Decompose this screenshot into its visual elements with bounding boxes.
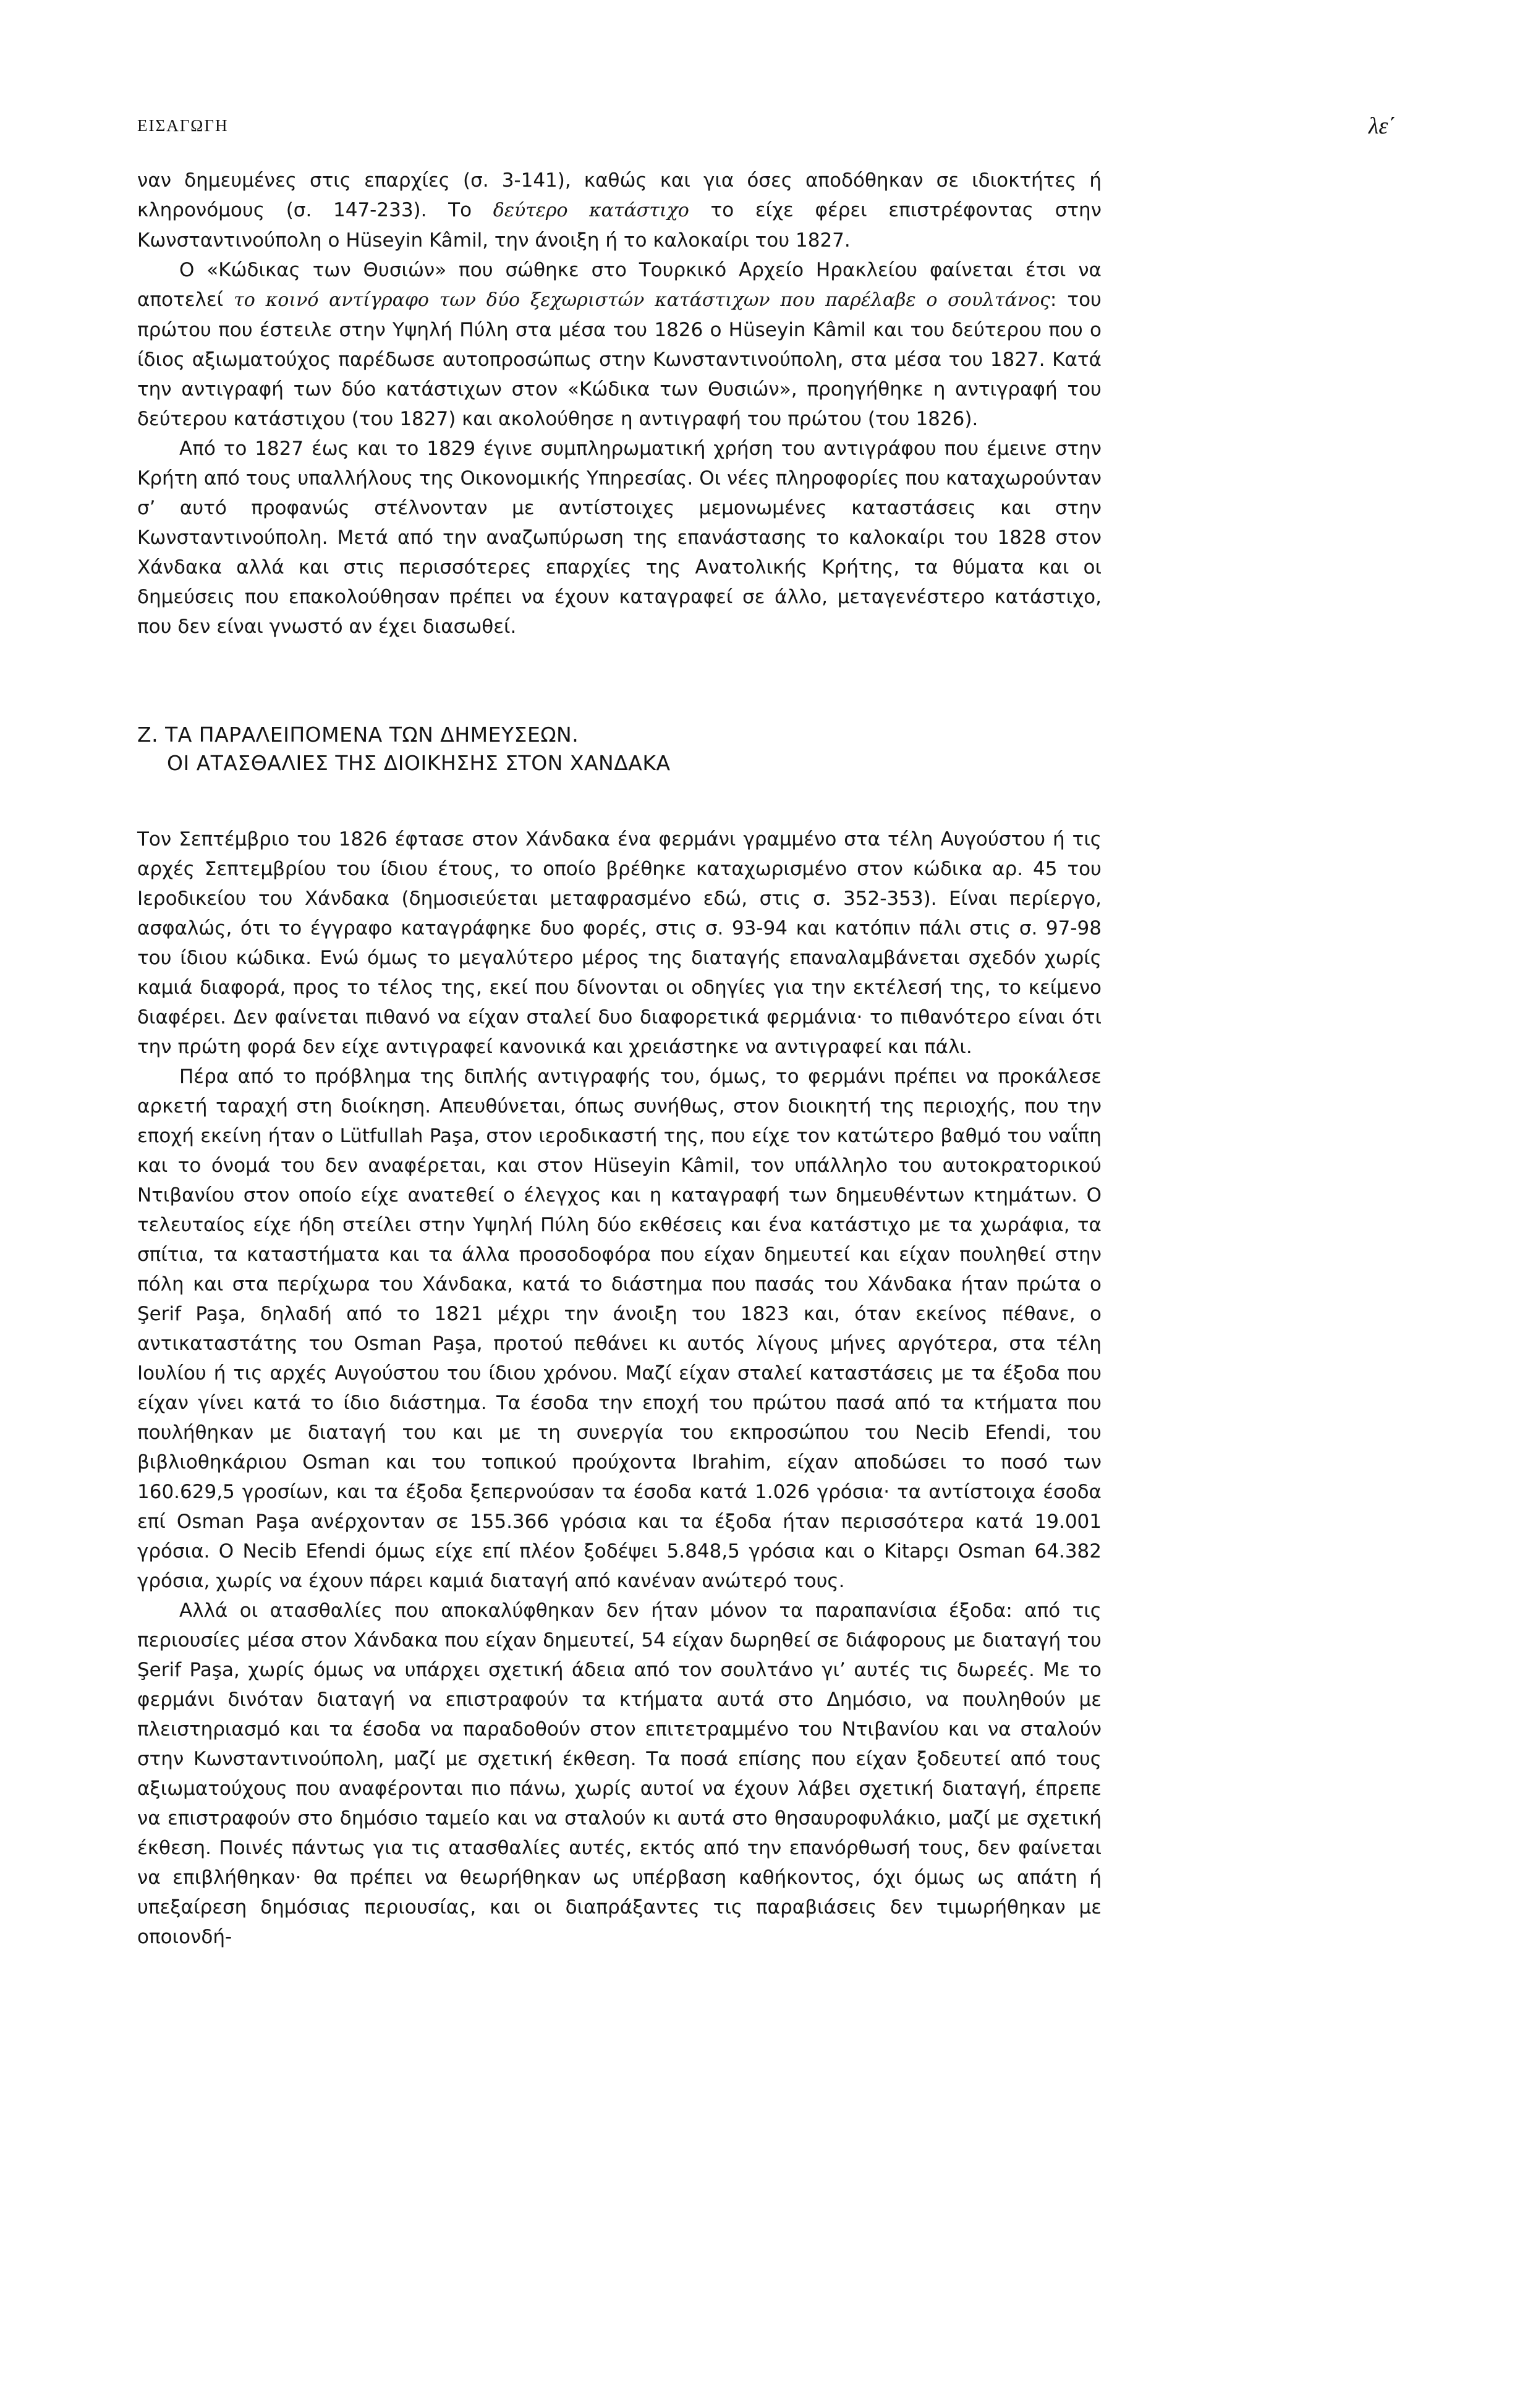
text-run: το είχε φέρει επιστρέφοντας στην Κωνσταντινούπολη ο Hüseyin Kâmil, την άνοιξη ή το καλοκαίρι του 1827. [137,199,1102,252]
paragraph [137,1062,1102,1596]
text-run: Πέρα από το πρόβλημα της διπλής αντιγραφής του, όμως, το φερμάνι πρέπει να προκάλεσε αρκετή ταραχή στη διοίκηση. Απευθύνεται, όπως συνήθως, στον διοικητή της περιοχής, που την εποχή εκείνη ήταν ο Lütfullah Paşa, στον ιεροδικαστή της, που είχε τον κατώτερο βαθμό του ναΐπη και το όνομά του δεν αναφέρεται, και στον Hüseyin Kâmil, τον υπάλληλο του αυτοκρατορικού Ντιβανίου στον οποίο είχε ανατεθεί ο έλεγχος και η καταγραφή των δημευθέντων κτημάτων. Ο τελευταίος είχε ήδη στείλει στην Υψηλή Πύλη δύο εκθέσεις και ένα κατάστιχο με τα χωράφια, τα σπίτια, τα καταστήματα και τα άλλα προσοδοφόρα που είχαν δημευτεί και είχαν πουληθεί στην πόλη και στα περίχωρα του Χάνδακα, κατά το διάστημα που πασάς του Χάνδακα ήταν πρώτα ο Şerif Paşa, δηλαδή από το 1821 μέχρι την άνοιξη του 1823 και, όταν εκείνος πέθανε, ο αντικαταστάτης του Osman Paşa, προτού πεθάνει κι αυτός λίγους μήνες αργότερα, στα τέλη Ιουλίου ή τις αρχές Αυγούστου του ίδιου χρόνου. Μαζί είχαν σταλεί καταστάσεις με τα έξοδα που είχαν γίνει κατά το ίδιο διάστημα. Τα έσοδα την εποχή του πρώτου πασά από τα κτήματα που πουλήθηκαν με διαταγή του και με τη συνεργία του εκπροσώπου του Necib Efendi, του βιβλιοθηκάριου Osman και του τοπικού προύχοντα Ibrahim, είχαν αποδώσει το ποσό των 160.629,5 γροσίων, και τα έξοδα ξεπερνούσαν τα έσοδα κατά 1.026 γρόσια· τα αντίστοιχα έσοδα επί Osman Paşa ανέρχονταν σε 155.366 γρόσια και τα έξοδα ήταν περισσότερα κατά 19.001 γρόσια. Ο Necib Efendi όμως είχε επί πλέον ξοδέψει 5.848,5 γρόσια και ο Kitapçı Osman 64.382 γρόσια, χωρίς να έχουν πάρει καμιά διαταγή από κανέναν ανώτερό τους. [137,1066,1102,1592]
paragraph [137,255,1102,434]
paragraph [137,434,1102,642]
top-paragraphs [137,166,1102,642]
text-run: ναν δημευμένες στις επαρχίες (σ. 3-141), καθώς και για όσες αποδόθηκαν σε ιδιοκτήτες ή κληρονόμους (σ. 147-233). Το [137,169,1102,221]
paragraph [137,166,1102,255]
text-run: Από το 1827 έως και το 1829 έγινε συμπληρωματική χρήση του αντιγράφου που έμεινε στην Κρήτη από τους υπαλλήλους της Οικονομικής Υπηρεσίας. Οι νέες πληροφορίες που καταχωρούνταν σ’ αυτό προφανώς στέλνονταν με αντίστοιχες μεμονωμένες καταστάσεις και στην Κωνσταντινούπολη. Μετά από την αναζωπύρωση της επανάστασης το καλοκαίρι του 1828 στον Χάνδακα αλλά και στις περισσότερες επαρχίες της Ανατολικής Κρήτης, τα θύματα και οι δημεύσεις που επακολούθησαν πρέπει να έχουν καταγραφεί σε άλλο, μεταγενέστερο κατάστιχο, που δεν είναι γνωστό αν έχει διασωθεί. [137,438,1102,638]
section-heading-line-1: Ζ. ΤΑ ΠΑΡΑΛΕΙΠΟΜΕΝΑ ΤΩΝ ΔΗΜΕΥΣΕΩΝ. [137,723,579,747]
section-heading [137,721,1102,778]
body-text [137,166,1102,1952]
running-head-section: ΕΙΣΑΓΩΓΗ [137,116,229,135]
section-paragraphs [137,825,1102,1952]
italic-text-run: το κοινό αντίγραφο των δύο ξεχωριστών κατάστιχων που παρέλαβε ο σουλτάνος [234,289,1050,311]
running-head [137,112,1396,143]
paragraph [137,825,1102,1062]
italic-text-run: δεύτερο κατάστιχο [493,200,689,221]
paragraph [137,1596,1102,1952]
text-run: : του πρώτου που έστειλε στην Υψηλή Πύλη στα μέσα του 1826 ο Hüseyin Kâmil και του δεύτερου που ο ίδιος αξιωματούχος παρέδωσε αυτοπροσώπως στην Κωνσταντινούπολη, στα μέσα του 1827. Κατά την αντιγραφή των δύο κατάστιχων στον «Κώδικα των Θυσιών», προηγήθηκε η αντιγραφή του δεύτερου κατάστιχου (του 1827) και ακολούθησε η αντιγραφή του πρώτου (του 1826). [137,289,1102,430]
section-heading-line-2: ΟΙ ΑΤΑΣΘΑΛΙΕΣ ΤΗΣ ΔΙΟΙΚΗΣΗΣ ΣΤΟΝ ΧΑΝΔΑΚΑ [167,751,671,775]
text-run: Ο «Κώδικας των Θυσιών» που σώθηκε στο Τουρκικό Αρχείο Ηρακλείου φαίνεται έτσι να αποτελεί [137,259,1102,311]
page-number: λε΄ [1368,113,1396,139]
text-run: Αλλά οι ατασθαλίες που αποκαλύφθηκαν δεν ήταν μόνον τα παραπανίσια έξοδα: από τις περιουσίες μέσα στον Χάνδακα που είχαν δημευτεί, 54 είχαν δωρηθεί σε διάφορους με διαταγή του Şerif Paşa, χωρίς όμως να υπάρχει σχετική άδεια από τον σουλτάνο γι’ αυτές τις δωρεές. Με το φερμάνι δινόταν διαταγή να επιστραφούν τα κτήματα αυτά στο Δημόσιο, να πουληθούν με πλειστηριασμό και τα έσοδα να παραδοθούν στον επιτετραμμένο του Ντιβανίου και να σταλούν στην Κωνσταντινούπολη, μαζί με σχετική έκθεση. Τα ποσά επίσης που είχαν ξοδευτεί από τους αξιωματούχους που αναφέρονται πιο πάνω, χωρίς αυτοί να έχουν λάβει σχετική διαταγή, έπρεπε να επιστραφούν στο δημόσιο ταμείο και να σταλούν κι αυτά στο θησαυροφυλάκιο, μαζί με σχετική έκθεση. Ποινές πάντως για τις ατασθαλίες αυτές, εκτός από την επανόρθωσή τους, δεν φαίνεται να επιβλήθηκαν· θα πρέπει να θεωρήθηκαν ως υπέρβαση καθήκοντος, όχι όμως ως απάτη ή υπεξαίρεση δημόσιας περιουσίας, και οι διαπράξαντες τις παραβιάσεις δεν τιμωρήθηκαν με οποιονδή- [137,1600,1102,1948]
text-run: Τον Σεπτέμβριο του 1826 έφτασε στον Χάνδακα ένα φερμάνι γραμμένο στα τέλη Αυγούστου ή τις αρχές Σεπτεμβρίου του ίδιου έτους, το οποίο βρέθηκε καταχωρισμένο στον κώδικα αρ. 45 του Ιεροδικείου του Χάνδακα (δημοσιεύεται μεταφρασμένο εδώ, στις σ. 352-353). Είναι περίεργο, ασφαλώς, ότι το έγγραφο καταγράφηκε δυο φορές, στις σ. 93-94 και κατόπιν πάλι στις σ. 97-98 του ίδιου κώδικα. Ενώ όμως το μεγαλύτερο μέρος της διαταγής επαναλαμβάνεται σχεδόν χωρίς καμιά διαφορά, προς το τέλος της, εκεί που δίνονται οι οδηγίες για την εκτέλεσή της, το κείμενο διαφέρει. Δεν φαίνεται πιθανό να είχαν σταλεί δυο διαφορετικά φερμάνια· το πιθανότερο είναι ότι την πρώτη φορά δεν είχε αντιγραφεί κανονικά και χρειάστηκε να αντιγραφεί και πάλι. [137,828,1102,1058]
